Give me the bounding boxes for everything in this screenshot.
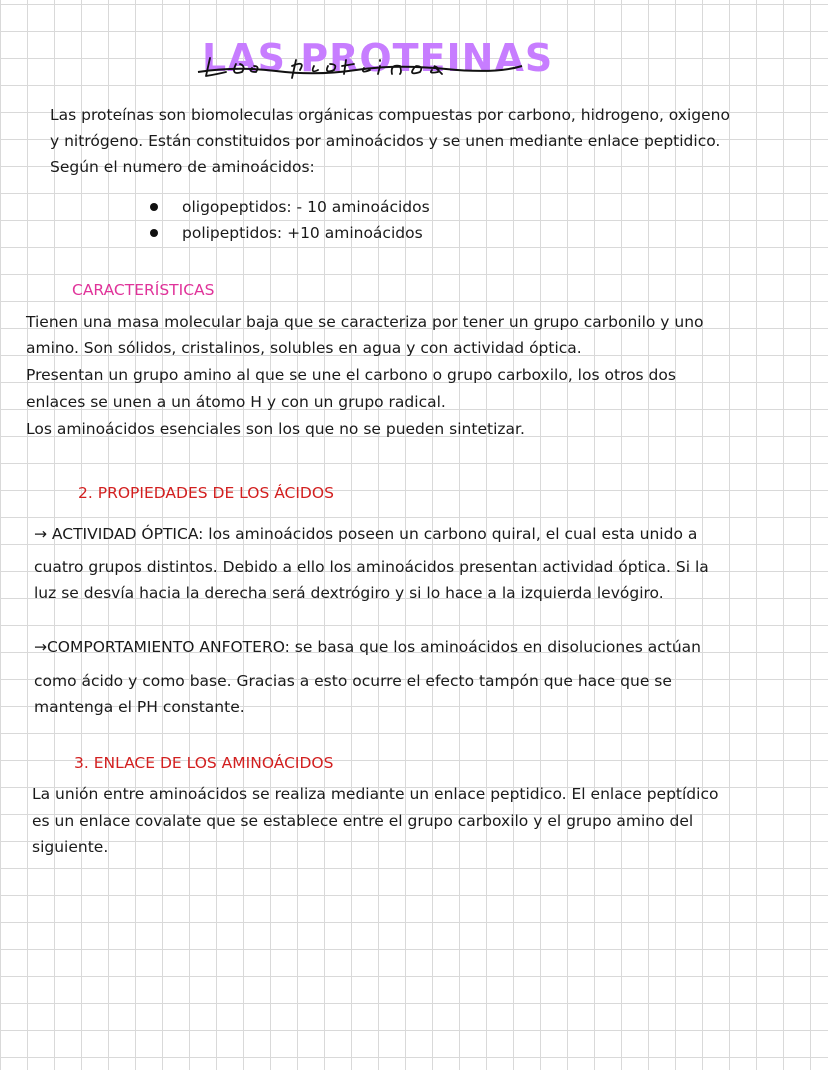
section-heading-caracteristicas: CARACTERÍSTICAS — [72, 281, 215, 299]
page-title-block — [196, 36, 554, 86]
section-heading-propiedades: 2. PROPIEDADES DE LOS ÁCIDOS — [78, 484, 334, 502]
section3-line-3: siguiente. — [32, 838, 109, 856]
bullet-item: oligopeptidos: - 10 aminoácidos — [182, 198, 430, 216]
section2-para2-line-1: →COMPORTAMIENTO ANFOTERO: se basa que los aminoácidos en disoluciones actúan — [34, 638, 701, 656]
section1-line-4: enlaces se unen a un átomo H y con un grupo radical. — [26, 393, 446, 411]
section2-para1-line-2: cuatro grupos distintos. Debido a ello los aminoácidos presentan actividad óptica. Si la — [34, 558, 709, 576]
section2-para1-line-3: luz se desvía hacia la derecha será dextrógiro y si lo hace a la izquierda levógiro. — [34, 584, 664, 602]
section2-para2-line-2: como ácido y como base. Gracias a esto ocurre el efecto tampón que hace que se — [34, 672, 672, 690]
section-heading-enlace: 3. ENLACE DE LOS AMINOÁCIDOS — [74, 754, 334, 772]
section1-line-2: amino. Son sólidos, cristalinos, solubles en agua y con actividad óptica. — [26, 339, 582, 357]
page-title: LAS PROTEINAS — [202, 36, 554, 80]
intro-line-3: Según el numero de aminoácidos: — [50, 158, 315, 176]
bullet-dot-icon — [150, 229, 158, 237]
section3-line-1: La unión entre aminoácidos se realiza mediante un enlace peptidico. El enlace peptídico — [32, 785, 719, 803]
section1-line-1: Tienen una masa molecular baja que se caracteriza por tener un grupo carbonilo y uno — [26, 313, 704, 331]
section1-line-5: Los aminoácidos esenciales son los que no se pueden sintetizar. — [26, 420, 525, 438]
intro-line-1: Las proteínas son biomoleculas orgánicas compuestas por carbono, hidrogeno, oxigeno — [50, 106, 730, 124]
bullet-item: polipeptidos: +10 aminoácidos — [182, 224, 423, 242]
section1-line-3: Presentan un grupo amino al que se une el carbono o grupo carboxilo, los otros dos — [26, 366, 676, 384]
section2-para1-line-1: → ACTIVIDAD ÓPTICA: los aminoácidos poseen un carbono quiral, el cual esta unido a — [34, 525, 698, 543]
section2-para2-line-3: mantenga el PH constante. — [34, 698, 245, 716]
intro-line-2: y nitrógeno. Están constituidos por aminoácidos y se unen mediante enlace peptidico. — [50, 132, 721, 150]
section3-line-2: es un enlace covalate que se establece entre el grupo carboxilo y el grupo amino del — [32, 812, 694, 830]
handwritten-title-signature — [196, 36, 526, 86]
bullet-dot-icon — [150, 203, 158, 211]
